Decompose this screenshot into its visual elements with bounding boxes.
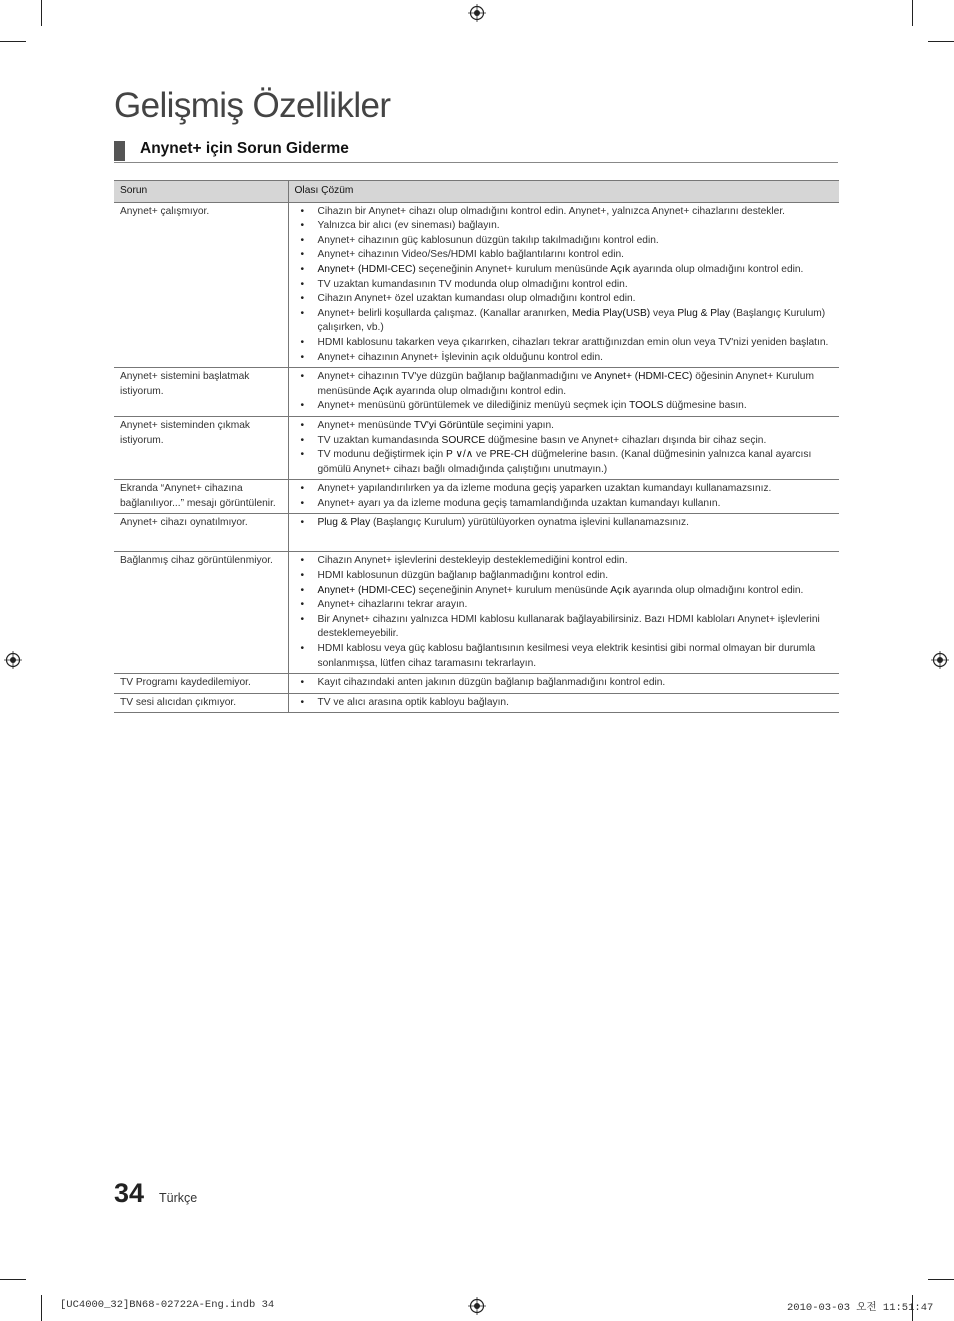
solution-keyword: Anynet+ (HDMI-CEC): [317, 584, 416, 596]
solution-text: (Başlangıç Kurulum) çalışırken, vb.): [317, 307, 826, 334]
solution-text: ayarında olup olmadığını kontrol edin.: [630, 263, 804, 275]
solution-item: [294, 569, 836, 584]
solution-text: düğmesine basın ve Anynet+ cihazları dışında bir cihaz seçin.: [485, 434, 767, 446]
solution-keyword: Açık: [610, 263, 631, 275]
page-number: 34: [114, 1178, 145, 1208]
crop-mark: [0, 1279, 26, 1280]
crop-mark: [912, 0, 913, 26]
solution-item: [294, 351, 836, 366]
page-title: Gelişmiş Özellikler: [114, 86, 391, 125]
registration-mark-icon: [931, 651, 949, 669]
table-row: [114, 552, 839, 674]
solution-item: [294, 307, 836, 336]
solution-text: ayarında olup olmadığını kontrol edin.: [392, 385, 567, 397]
problem-cell: TV Programı kaydedilemiyor.: [114, 674, 288, 694]
solution-cell: [288, 514, 839, 552]
table-row: [114, 674, 839, 694]
solution-text: düğmelerine basın. (Kanal düğmesinin yalnızca kanal ayarcısı gömülü Anynet+ cihazı bağlı olmadığında çalıştığını unutmayın.): [317, 449, 812, 475]
solution-keyword: Plug & Play: [317, 517, 371, 529]
solution-item: [294, 205, 836, 220]
solution-text: Anynet+ ayarı ya da izleme moduna geçiş tamamlandığında uzaktan kumandayı kullanın.: [317, 497, 721, 509]
solution-keyword: Açık: [373, 385, 393, 397]
registration-mark-icon: [468, 1297, 486, 1315]
solution-text: Anynet+ yapılandırılırken ya da izleme moduna geçiş yaparken uzaktan kumandayı kullanamazsınız.: [317, 483, 772, 495]
table-row: [114, 202, 839, 368]
solution-item: [294, 497, 836, 512]
solution-text: Anynet+ cihazının Anynet+ İşlevinin açık olduğunu kontrol edin.: [317, 351, 603, 363]
footer-file: [UC4000_32]BN68-02722A-Eng.indb 34: [60, 1299, 275, 1311]
problem-cell: Anynet+ sisteminden çıkmak istiyorum.: [114, 416, 288, 479]
solution-text: ayarında olup olmadığını kontrol edin.: [630, 584, 804, 596]
crop-mark: [41, 1295, 42, 1321]
solution-item: [294, 219, 836, 234]
solution-text: Cihazın Anynet+ işlevlerini destekleyip desteklemediğini kontrol edin.: [317, 555, 628, 567]
solution-item: [294, 234, 836, 249]
table-row: [114, 416, 839, 479]
solution-text: Kayıt cihazındaki anten jakının düzgün bağlanıp bağlanmadığını kontrol edin.: [317, 677, 666, 689]
solution-text: Anynet+ menüsünde: [317, 419, 414, 431]
solution-text: Anynet+ menüsünü görüntülemek ve dilediğiniz menüyü seçmek için: [317, 400, 630, 412]
solution-cell: [288, 416, 839, 479]
solution-text: seçeneğinin Anynet+ kurulum menüsünde: [415, 584, 611, 596]
registration-mark-icon: [4, 651, 22, 669]
solution-keyword: Plug & Play: [677, 307, 731, 319]
solution-text: Anynet+ belirli koşullarda çalışmaz. (Kanallar aranırken,: [317, 307, 573, 319]
solution-item: [294, 278, 836, 293]
table-row: [114, 693, 839, 713]
solution-text: TV modunu değiştirmek için: [317, 449, 447, 461]
footer-timestamp: 2010-03-03 오전 11:51:47: [787, 1302, 934, 1314]
solution-cell: [288, 368, 839, 417]
table-row: [114, 480, 839, 514]
solution-keyword: Açık: [610, 584, 631, 596]
problem-cell: Anynet+ sistemini başlatmak istiyorum.: [114, 368, 288, 417]
solution-item: [294, 434, 836, 449]
section-header: [114, 138, 838, 163]
solution-item: [294, 598, 836, 613]
problem-cell: Anynet+ çalışmıyor.: [114, 202, 288, 368]
problem-cell: Anynet+ cihazı oynatılmıyor.: [114, 514, 288, 552]
solution-cell: [288, 480, 839, 514]
solution-cell: [288, 202, 839, 368]
solution-text: (Başlangıç Kurulum) yürütülüyorken oynatma işlevini kullanamazsınız.: [370, 517, 689, 529]
solution-text: veya: [650, 307, 678, 319]
solution-item: [294, 613, 836, 642]
language-label: Türkçe: [159, 1191, 198, 1205]
solution-text: TV uzaktan kumandasının TV modunda olup olmadığını kontrol edin.: [317, 278, 628, 290]
registration-mark-icon: [468, 4, 486, 22]
solution-keyword: Anynet+ (HDMI-CEC): [317, 263, 416, 275]
solution-item: [294, 248, 836, 263]
solution-text: seçeneğinin Anynet+ kurulum menüsünde: [415, 263, 611, 275]
crop-mark: [928, 41, 954, 42]
solution-keyword: Media Play(USB): [572, 307, 651, 319]
solution-text: Cihazın Anynet+ özel uzaktan kumandası olup olmadığını kontrol edin.: [317, 293, 636, 305]
solution-cell: [288, 552, 839, 674]
solution-text: Anynet+ cihazının Video/Ses/HDMI kablo bağlantılarını kontrol edin.: [317, 249, 624, 261]
solution-keyword: PRE-CH: [489, 449, 529, 461]
solution-keyword: Anynet+ (HDMI-CEC): [594, 371, 693, 383]
troubleshooting-table: [114, 180, 839, 713]
column-header-problem: Sorun: [114, 181, 288, 203]
solution-item: [294, 292, 836, 307]
solution-item: [294, 336, 836, 351]
solution-text: düğmesine basın.: [663, 400, 747, 412]
solution-text: Yalnızca bir alıcı (ev sineması) bağlayın.: [317, 220, 500, 232]
solution-text: Bir Anynet+ cihazını yalnızca HDMI kablosu kullanarak bağlayabilirsiniz. Bazı HDMI kabloları Anynet+ işlevlerini desteklemeyebilir.: [317, 613, 820, 640]
solution-item: [294, 448, 836, 477]
solution-text: HDMI kablosunun düzgün bağlanıp bağlanmadığını kontrol edin.: [317, 570, 609, 582]
solution-item: [294, 399, 836, 414]
column-header-solution: Olası Çözüm: [288, 181, 839, 203]
solution-text: HDMI kablosunu takarken veya çıkarırken, cihazları tekrar arattığınızdan emin olun veya TV'nizi yeniden başlatın.: [317, 336, 829, 348]
solution-text: TV ve alıcı arasına optik kabloyu bağlayın.: [317, 696, 509, 708]
solution-item: [294, 584, 836, 599]
solution-keyword: P ∨/∧: [446, 449, 474, 461]
solution-text: seçimini yapın.: [483, 419, 554, 431]
section-marker: [114, 141, 125, 161]
solution-text: HDMI kablosu veya güç kablosu bağlantısının kesilmesi veya elektrik kesintisi gibi normal olmayan bir durumla sonlanmışsa, lütfen cihaz taramasını tekrarlayın.: [317, 643, 816, 669]
crop-mark: [928, 1279, 954, 1280]
solution-keyword: TOOLS: [629, 400, 664, 412]
solution-item: [294, 370, 836, 399]
table-row: [114, 368, 839, 417]
problem-cell: TV sesi alıcıdan çıkmıyor.: [114, 693, 288, 713]
solution-text: Anynet+ cihazının güç kablosunun düzgün takılıp takılmadığını kontrol edin.: [317, 234, 659, 246]
solution-keyword: TV'yi Görüntüle: [413, 419, 484, 431]
solution-cell: [288, 693, 839, 713]
solution-item: [294, 696, 836, 711]
solution-item: [294, 419, 836, 434]
solution-item: [294, 482, 836, 497]
problem-cell: Bağlanmış cihaz görüntülenmiyor.: [114, 552, 288, 674]
solution-text: TV uzaktan kumandasında: [317, 434, 442, 446]
problem-cell: Ekranda “Anynet+ cihazına bağlanılıyor...” mesajı görüntülenir.: [114, 480, 288, 514]
section-title: Anynet+ için Sorun Giderme: [140, 140, 349, 157]
solution-text: Anynet+ cihazlarını tekrar arayın.: [317, 599, 468, 611]
table-row: [114, 514, 839, 552]
solution-item: [294, 554, 836, 569]
solution-item: [294, 676, 836, 691]
solution-keyword: SOURCE: [441, 434, 486, 446]
solution-item: [294, 516, 836, 531]
solution-text: öğesinin Anynet+ Kurulum menüsünde: [317, 371, 814, 397]
solution-item: [294, 642, 836, 671]
solution-cell: [288, 674, 839, 694]
solution-item: [294, 263, 836, 278]
solution-text: Anynet+ cihazının TV'ye düzgün bağlanıp bağlanmadığını ve: [317, 371, 595, 383]
solution-text: Cihazın bir Anynet+ cihazı olup olmadığını kontrol edin. Anynet+, yalnızca Anynet+ cihazlarını destekler.: [317, 205, 785, 217]
table-header-row: [114, 181, 839, 203]
solution-text: ve: [473, 449, 490, 461]
crop-mark: [0, 41, 26, 42]
crop-mark: [41, 0, 42, 26]
